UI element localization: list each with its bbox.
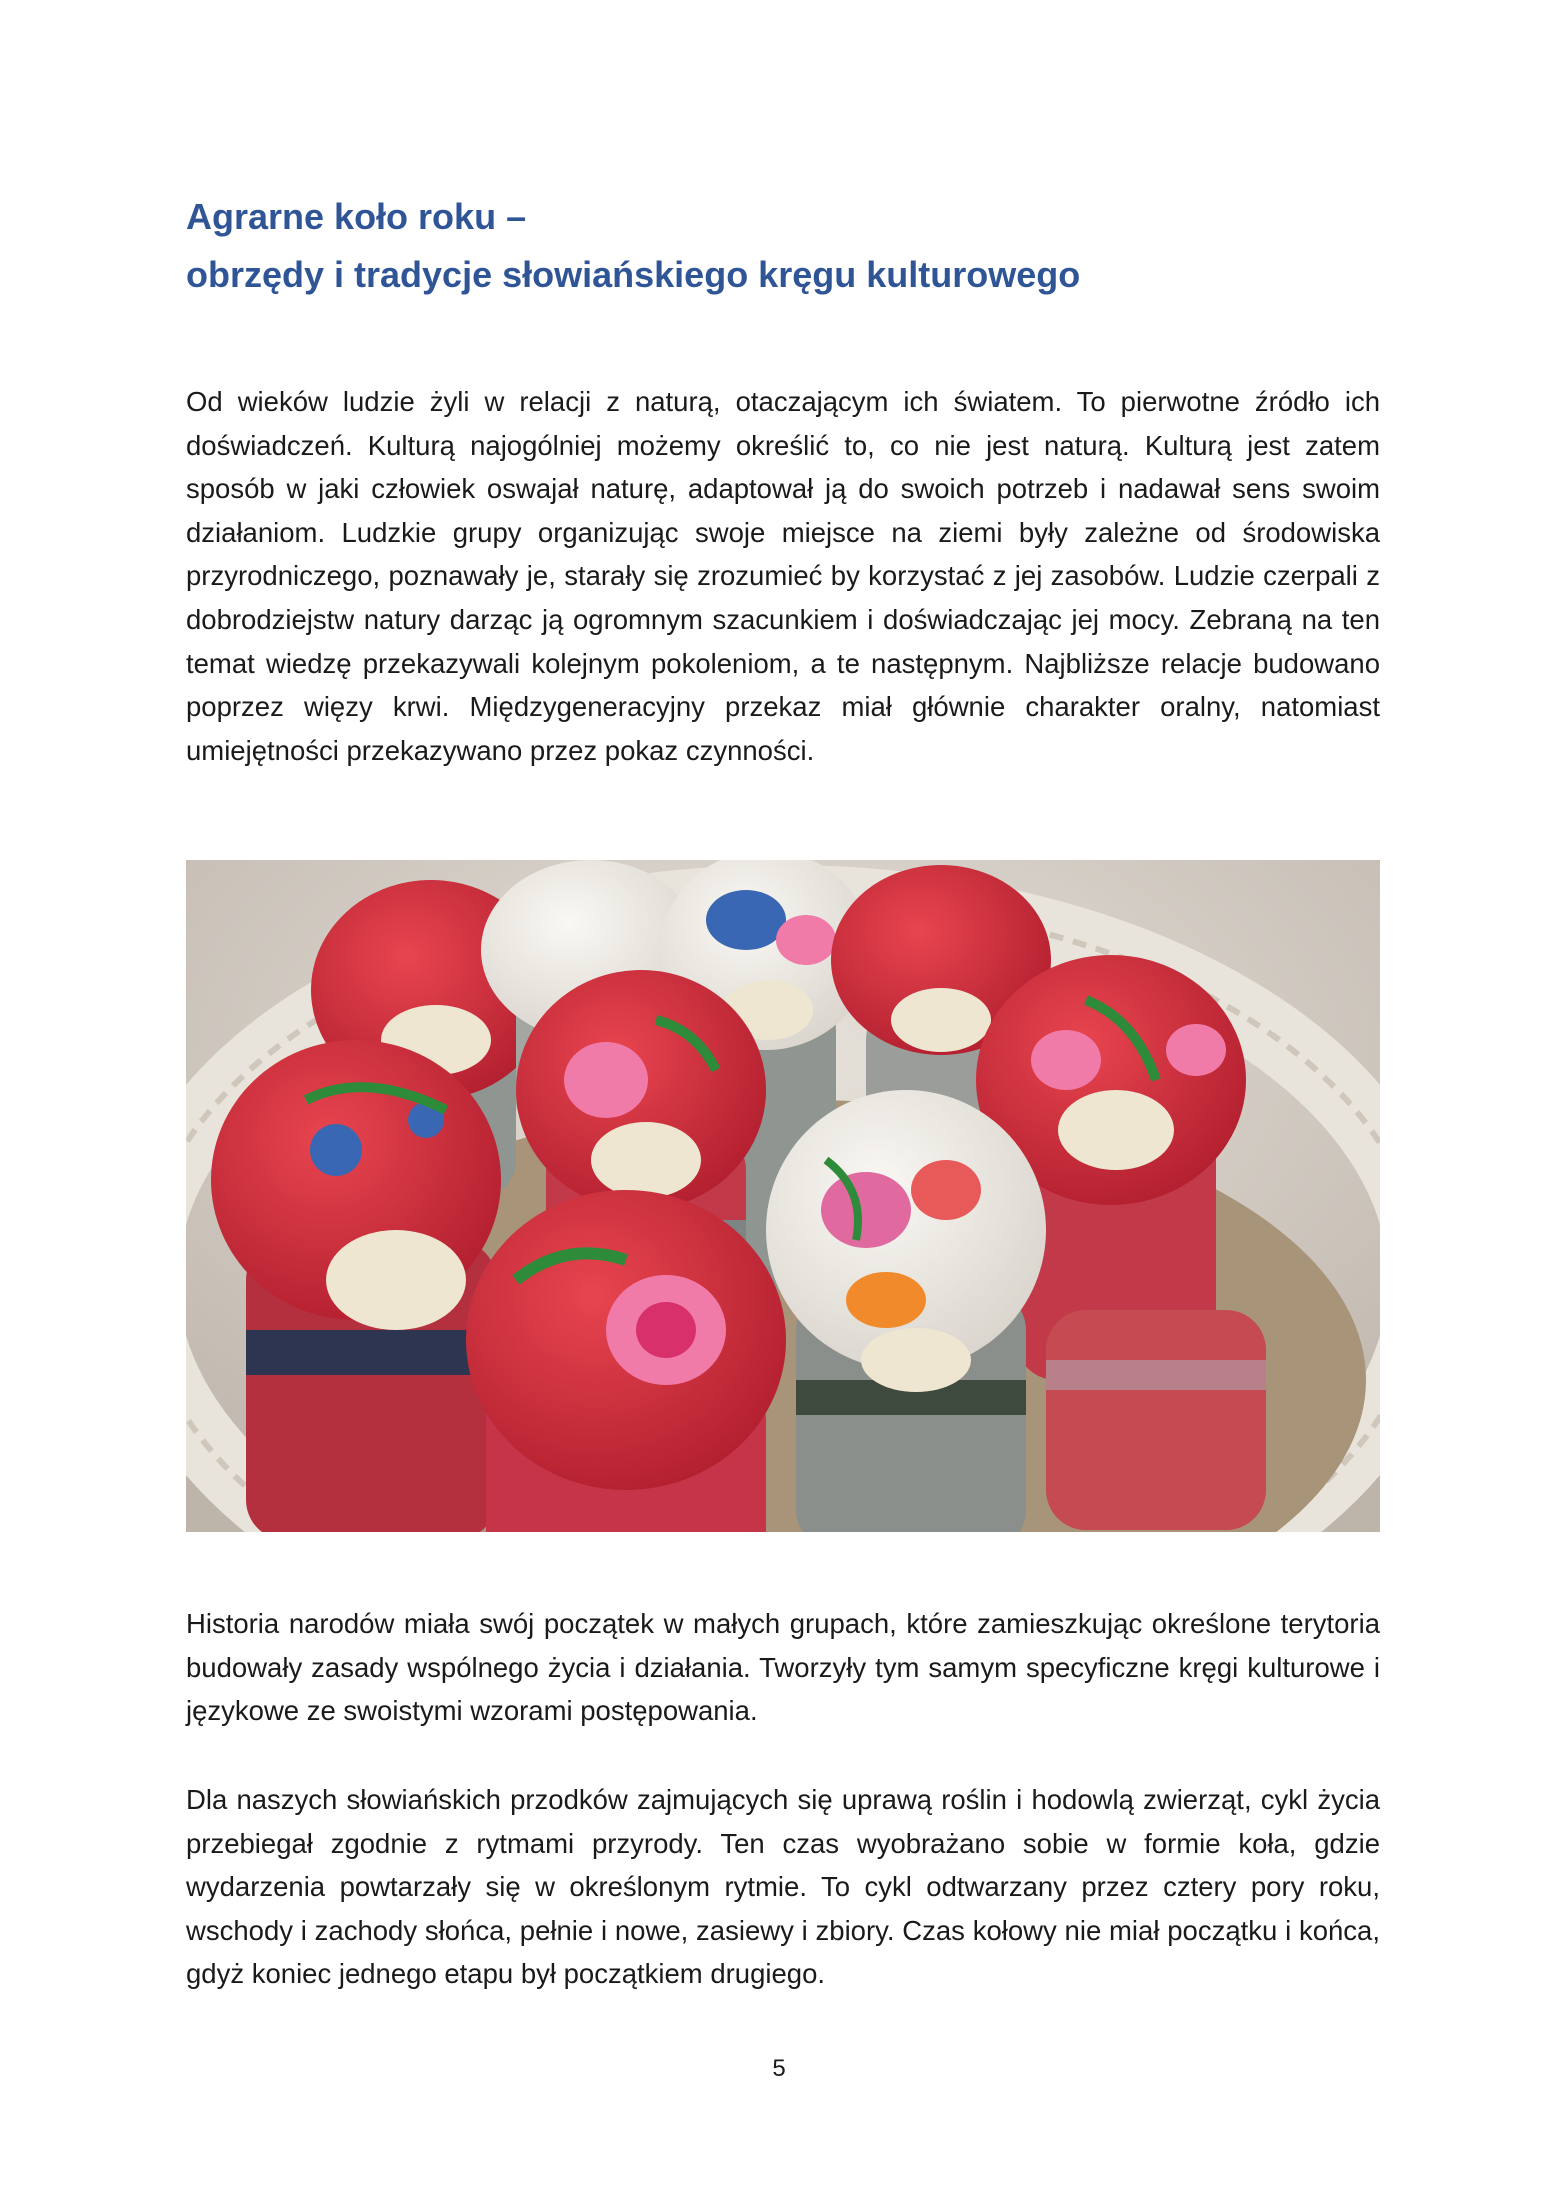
photo-dolls-in-basket [186,860,1380,1532]
doll-front-left [211,1040,501,1532]
paragraph-slavic-cycle: Dla naszych słowiańskich przodków zajmujących się uprawą roślin i hodowlą zwierząt, cykl życia przebiegał zgodnie z rytmami przyrody. Ten czas wyobrażano sobie w formie koła, gdzie wydarzenia powtarzały się w określonym rytmie. To cykl odtwarzany przez cztery pory roku, wschody i zachody słońca, pełnie i nowe, zasiewy i zbiory. Czas kołowy nie miał początku i końca, gdyż koniec jednego etapu był początkiem drugiego. [186,1784,1380,1990]
paragraph-intro: Od wieków ludzie żyli w relacji z naturą, otaczającym ich światem. To pierwotne źródło ich doświadczeń. Kulturą najogólniej możemy określić to, co nie jest naturą. Kulturą jest zatem sposób w jaki człowiek oswajał naturę, adaptował ją do swoich potrzeb i nadawał sens swoim działaniom. Ludzkie grupy organizując swoje miejsce na ziemi były zależne od środowiska przyrodniczego, poznawały je, starały się zrozumieć by korzystać z jej zasobów. Ludzie czerpali z dobrodziejstw natury darząc ją ogromnym szacunkiem i doświadczając jej mocy. Zebraną na ten temat wiedzę przekazywali kolejnym pokoleniom, a te następnym. Najbliższe relacje budowano poprzez więzy krwi. Międzygeneracyjny przekaz miał głównie charakter oralny, natomiast umiejętności przekazywano przez pokaz czynności. [186,386,1380,766]
title-line-2: obrzędy i tradycje słowiańskiego kręgu kulturowego [186,254,1081,295]
photo-illustration [186,860,1380,1532]
page-title [186,188,1386,304]
doll-front-center [766,1090,1046,1532]
doll-front-right [1046,1310,1266,1530]
paragraph-history: Historia narodów miała swój początek w małych grupach, które zamieszkując określone terytoria budowały zasady wspólnego życia i działania. Tworzyły tym samym specyficzne kręgi kulturowe i językowe ze swoistymi wzorami postępowania. [186,1608,1380,1727]
page-number: 5 [772,2055,786,2082]
doll-front-center-left [466,1190,786,1532]
title-line-1: Agrarne koło roku – [186,196,527,237]
